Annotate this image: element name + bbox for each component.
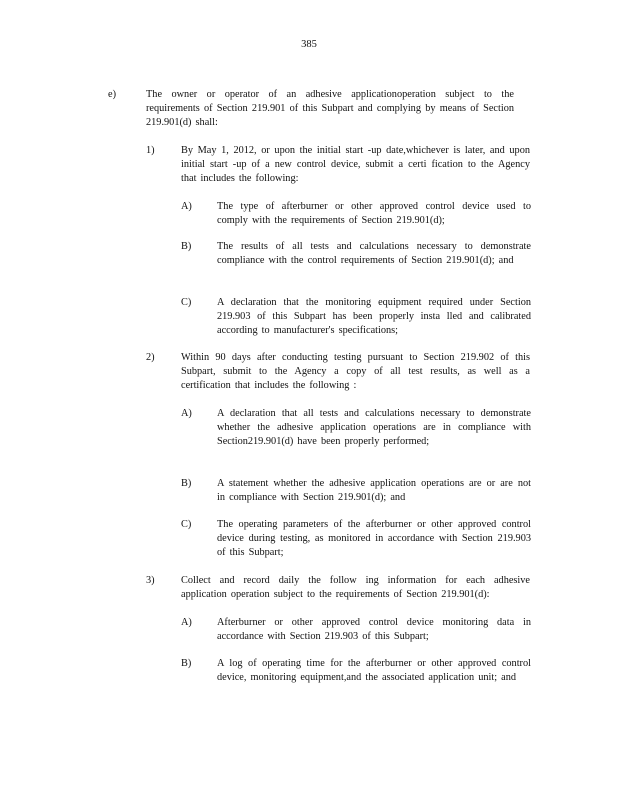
paragraph-e-text: The owner or operator of an adhesive applicationoperation subject to the requirements of Section 219.901 of this Subpart and complying by means of Section 219.901(d) shall: (146, 89, 514, 128)
paragraph-1a-text: The type of afterburner or other approved control device used to comply with the requirements of Section 219.901(d); (217, 201, 531, 226)
paragraph-2-label: 2) (146, 352, 155, 363)
paragraph-2c-text: The operating parameters of the afterburner or other approved control device during testing, as monitored in accordance with Section 219.903 of this Subpart; (217, 519, 531, 558)
paragraph-1a-label: A) (181, 201, 192, 212)
paragraph-3b-label: B) (181, 658, 192, 669)
paragraph-2b-label: B) (181, 478, 192, 489)
paragraph-1c-label: C) (181, 297, 192, 308)
paragraph-2a-label: A) (181, 408, 192, 419)
paragraph-2b-text: A statement whether the adhesive application operations are or are not in compliance with Section 219.901(d); and (217, 478, 531, 503)
paragraph-3-text: Collect and record daily the follow ing information for each adhesive application operation subject to the requirements of Section 219.901(d): (181, 575, 530, 600)
paragraph-1-label: 1) (146, 145, 155, 156)
page-number: 385 (301, 39, 317, 50)
paragraph-e-label: e) (108, 89, 116, 100)
paragraph-1-text: By May 1, 2012, or upon the initial start -up date,whichever is later, and upon initial start -up of a new control device, submit a certi fication to the Agency that includes the following: (181, 145, 530, 184)
paragraph-2-text: Within 90 days after conducting testing pursuant to Section 219.902 of this Subpart, submit to the Agency a copy of all test results, as well as a certification that includes the following : (181, 352, 530, 391)
paragraph-3b-text: A log of operating time for the afterburner or other approved control device, monitoring equipment,and the associated application unit; and (217, 658, 531, 683)
paragraph-1b-label: B) (181, 241, 192, 252)
paragraph-3a-text: Afterburner or other approved control device monitoring data in accordance with Section 219.903 of this Subpart; (217, 617, 531, 642)
paragraph-2a-text: A declaration that all tests and calculations necessary to demonstrate whether the adhesive application operations are in compliance with Section219.901(d) have been properly performed; (217, 408, 531, 447)
paragraph-3-label: 3) (146, 575, 155, 586)
paragraph-3a-label: A) (181, 617, 192, 628)
paragraph-2c-label: C) (181, 519, 192, 530)
paragraph-1b-text: The results of all tests and calculations necessary to demonstrate compliance with the control requirements of Section 219.901(d); and (217, 241, 531, 266)
paragraph-1c-text: A declaration that the monitoring equipment required under Section 219.903 of this Subpart has been properly insta lled and calibrated according to manufacturer's specifications; (217, 297, 531, 336)
